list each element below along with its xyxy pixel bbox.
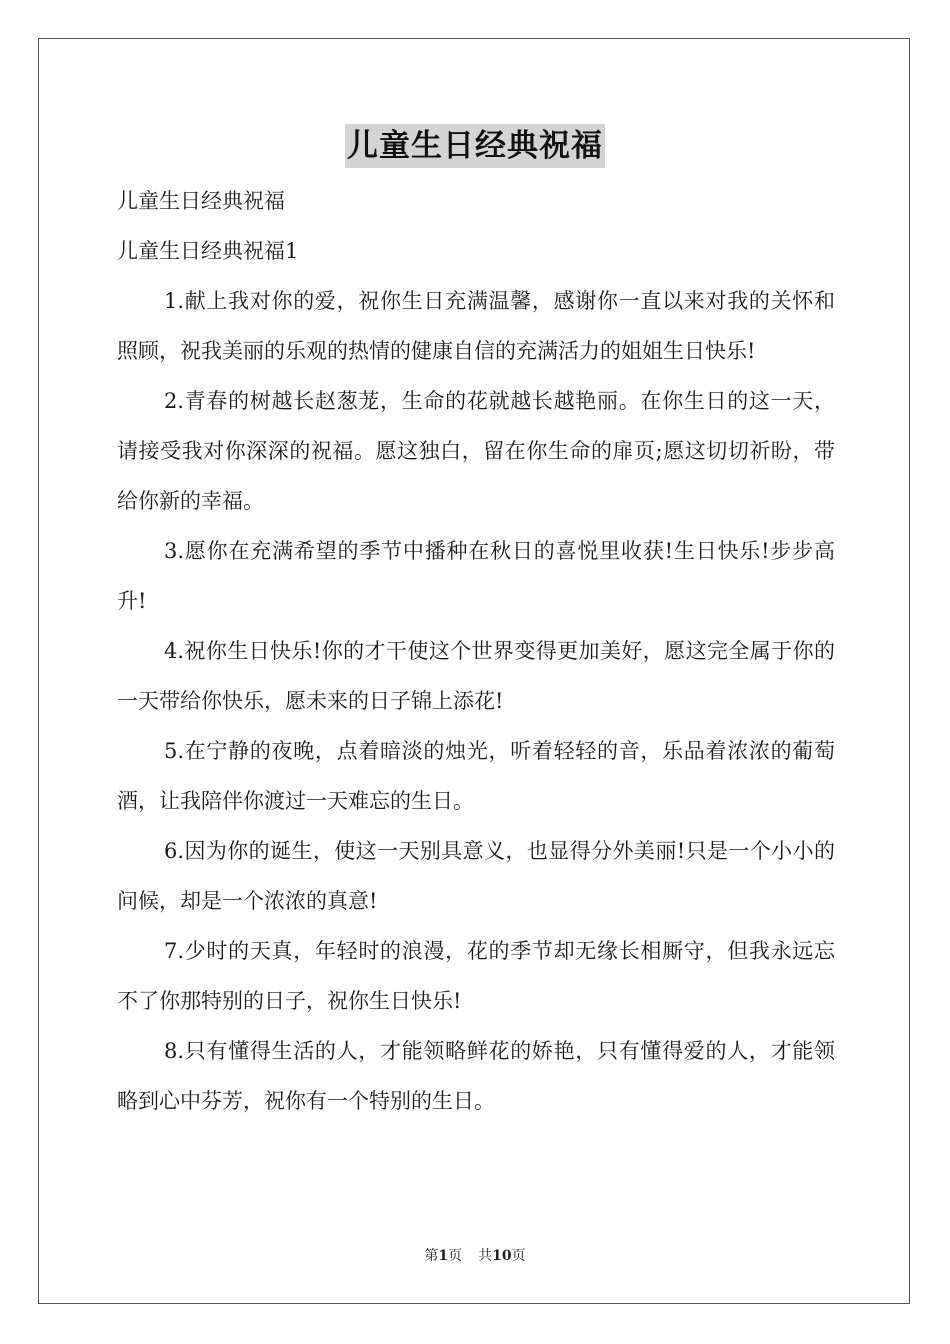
page-total: 10 bbox=[492, 1248, 512, 1264]
document-subtitle: 儿童生日经典祝福 bbox=[117, 189, 285, 213]
document-body bbox=[117, 176, 835, 1126]
document-title: 儿童生日经典祝福 bbox=[345, 124, 605, 168]
blessing-item: 1.献上我对你的爱，祝你生日充满温馨，感谢你一直以来对我的关怀和照顾，祝我美丽的乐观的热情的健康自信的充满活力的姐姐生日快乐! bbox=[117, 289, 835, 363]
blessing-item: 6.因为你的诞生，使这一天别具意义，也显得分外美丽!只是一个小小的问候，却是一个浓浓的真意! bbox=[117, 839, 835, 913]
page-footer bbox=[0, 1245, 950, 1265]
blessing-item: 4.祝你生日快乐!你的才干使这个世界变得更加美好，愿这完全属于你的一天带给你快乐，愿未来的日子锦上添花! bbox=[117, 639, 835, 713]
section-heading: 儿童生日经典祝福1 bbox=[117, 239, 299, 263]
blessing-item: 8.只有懂得生活的人，才能领略鲜花的娇艳，只有懂得爱的人，才能领略到心中芬芳，祝你有一个特别的生日。 bbox=[117, 1039, 835, 1113]
total-prefix: 共 bbox=[478, 1248, 493, 1264]
blessing-item: 5.在宁静的夜晚，点着暗淡的烛光，听着轻轻的音，乐品着浓浓的葡萄酒，让我陪伴你渡过一天难忘的生日。 bbox=[117, 739, 835, 813]
blessing-item: 7.少时的天真，年轻时的浪漫，花的季节却无缘长相厮守，但我永远忘不了你那特别的日子，祝你生日快乐! bbox=[117, 939, 835, 1013]
blessing-item: 2.青春的树越长赵葱茏，生命的花就越长越艳丽。在你生日的这一天，请接受我对你深深的祝福。愿这独白，留在你生命的扉页;愿这切切祈盼，带给你新的幸福。 bbox=[117, 389, 835, 513]
title-container bbox=[0, 124, 950, 168]
page-suffix: 页 bbox=[448, 1248, 463, 1264]
page-prefix: 第 bbox=[424, 1248, 439, 1264]
total-suffix: 页 bbox=[511, 1248, 526, 1264]
blessing-item: 3.愿你在充满希望的季节中播种在秋日的喜悦里收获!生日快乐!步步高升! bbox=[117, 539, 835, 613]
page-current: 1 bbox=[438, 1248, 449, 1264]
